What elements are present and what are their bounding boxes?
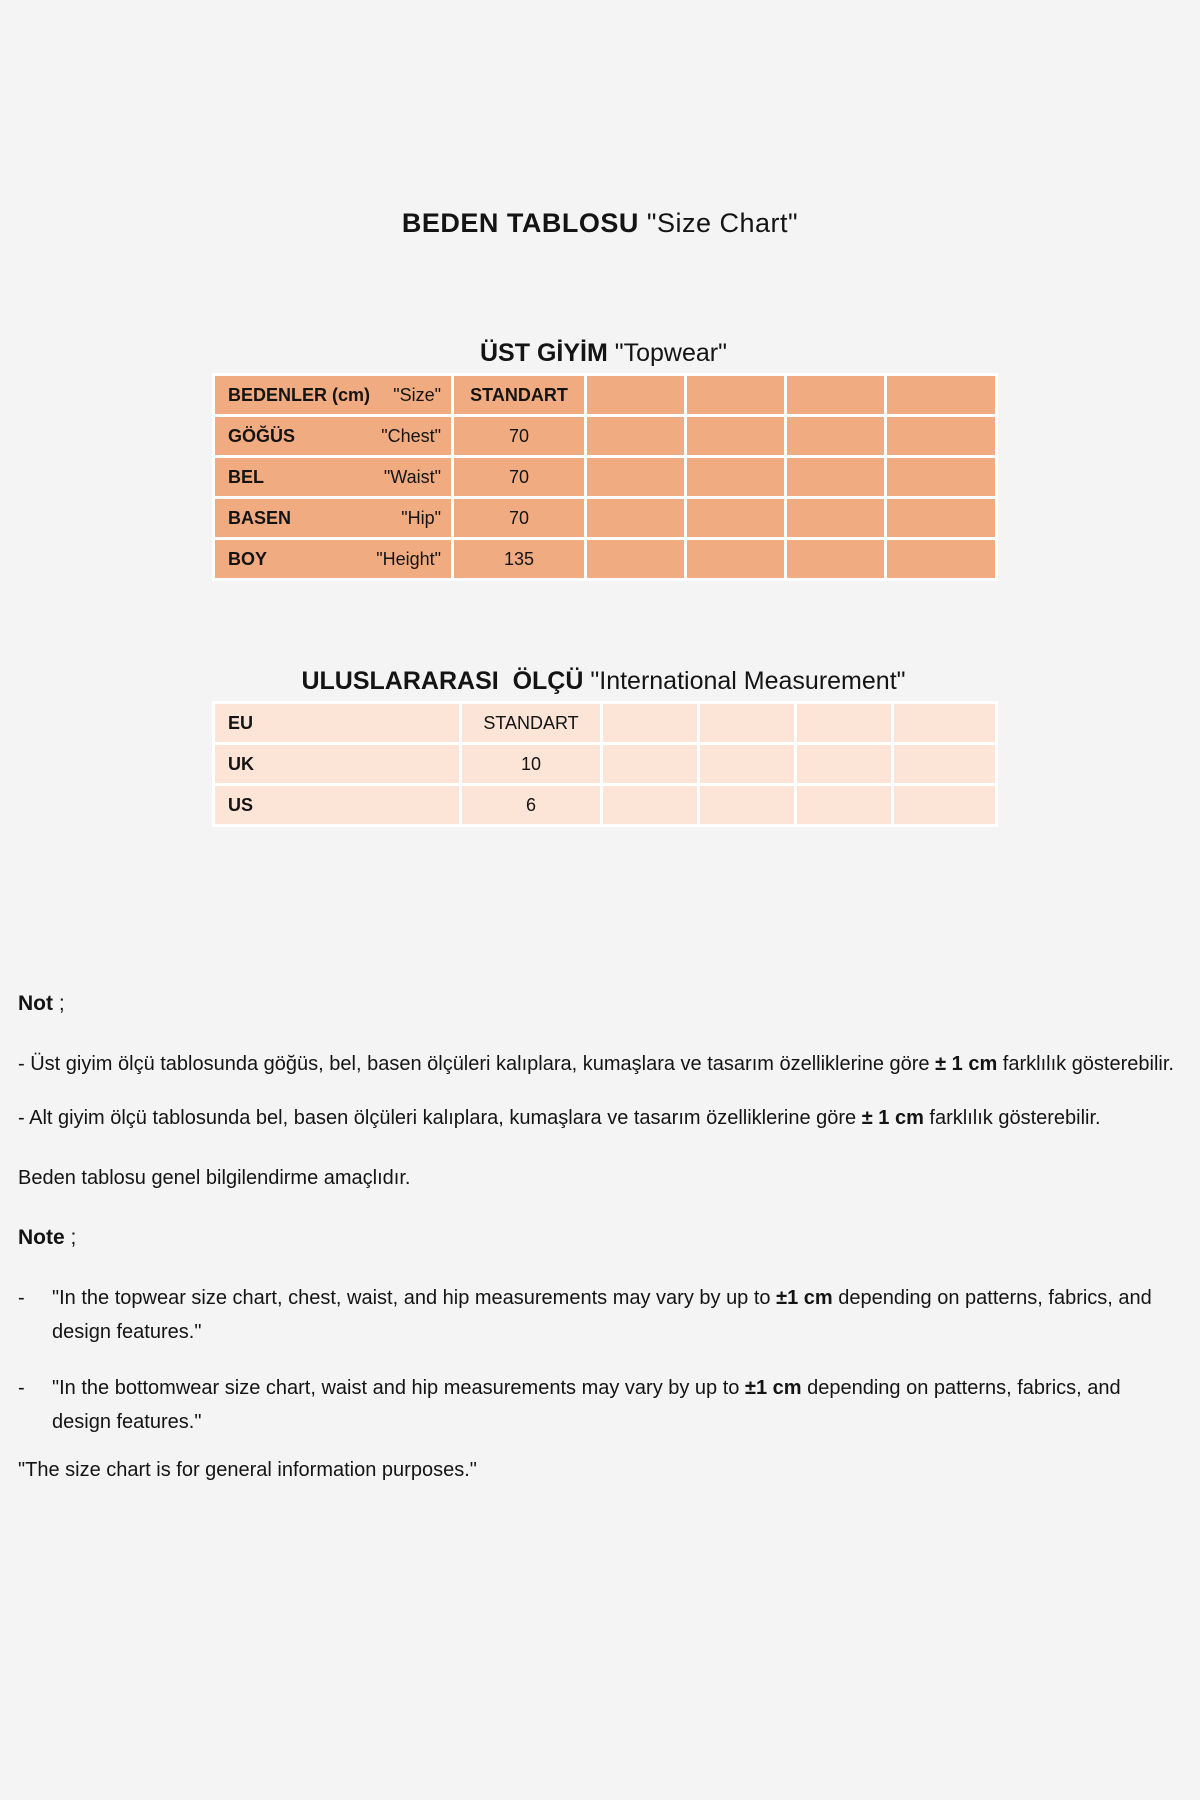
- empty-cell: [887, 417, 995, 455]
- empty-cell: [887, 499, 995, 537]
- empty-cell: [787, 417, 884, 455]
- table-row: [215, 458, 995, 496]
- row-label: EU: [228, 712, 254, 733]
- empty-cell: [700, 745, 794, 783]
- empty-cell: [603, 745, 697, 783]
- row-header-cell: [215, 417, 451, 455]
- empty-cell: [787, 499, 884, 537]
- table-row: [215, 786, 995, 824]
- text-segment: ;: [70, 1226, 77, 1249]
- empty-cell: [687, 540, 784, 578]
- value-cell: 135: [454, 540, 584, 578]
- empty-cell: [787, 540, 884, 578]
- bullet-text: [52, 1281, 1180, 1349]
- value-cell: 70: [454, 499, 584, 537]
- row-label: BEDENLER (cm): [228, 384, 371, 405]
- table-row: [215, 417, 995, 455]
- text-segment: ± 1 cm: [935, 1053, 998, 1075]
- empty-cell: [787, 376, 884, 414]
- row-header-cell: [215, 704, 459, 742]
- row-label-translation: "Height": [376, 548, 441, 569]
- empty-cell: [587, 499, 684, 537]
- empty-cell: [587, 458, 684, 496]
- row-label: BOY: [228, 548, 268, 569]
- international-size-table: [212, 701, 998, 827]
- row-header-cell: [215, 376, 451, 414]
- row-header-cell: [215, 458, 451, 496]
- text-segment: - Alt giyim ölçü tablosunda bel, basen ölçüleri kalıplara, kumaşlara ve tasarım özelliklerine göre: [18, 1107, 862, 1129]
- table-row: [215, 704, 995, 742]
- value-cell: 6: [462, 786, 600, 824]
- text-segment: Note: [18, 1226, 71, 1249]
- notes-section: [18, 987, 1180, 1487]
- empty-cell: [587, 417, 684, 455]
- text-segment: - Üst giyim ölçü tablosunda göğüs, bel, basen ölçüleri kalıplara, kumaşlara ve tasarım özelliklerine göre: [18, 1053, 936, 1075]
- empty-cell: [603, 786, 697, 824]
- empty-cell: [887, 540, 995, 578]
- topwear-heading-main: ÜST GİYİM: [480, 339, 608, 367]
- row-header-cell: [215, 786, 459, 824]
- note-en-topwear: [18, 1281, 1180, 1349]
- international-heading-main: ULUSLARARASI ÖLÇÜ: [301, 667, 584, 695]
- empty-cell: [894, 745, 995, 783]
- international-heading-quote: "International Measurement": [590, 667, 906, 695]
- page-title-main: BEDEN TABLOSU: [401, 208, 639, 238]
- table-row: [215, 540, 995, 578]
- text-segment: depending on patterns, fabrics, and design features.": [52, 1377, 1121, 1433]
- row-header-cell: [215, 499, 451, 537]
- empty-cell: [797, 745, 891, 783]
- empty-cell: [687, 499, 784, 537]
- notes-tr-header: [18, 987, 1180, 1021]
- value-cell: STANDART: [454, 376, 584, 414]
- value-cell: 70: [454, 417, 584, 455]
- row-header-cell: [215, 745, 459, 783]
- note-tr-topwear: [18, 1047, 1180, 1081]
- row-label-translation: "Chest": [381, 425, 441, 446]
- note-en-footer: "The size chart is for general information purposes.": [18, 1459, 477, 1481]
- topwear-heading-quote: "Topwear": [614, 339, 727, 367]
- empty-cell: [700, 786, 794, 824]
- international-heading: [212, 667, 995, 696]
- note-tr-bottomwear: [18, 1101, 1180, 1135]
- note-en-bottomwear: [18, 1371, 1180, 1439]
- empty-cell: [687, 458, 784, 496]
- empty-cell: [687, 376, 784, 414]
- note-tr-footer: Beden tablosu genel bilgilendirme amaçlıdır.: [18, 1167, 411, 1189]
- row-label: GÖĞÜS: [228, 425, 296, 446]
- text-segment: ± 1 cm: [861, 1107, 924, 1129]
- text-segment: depending on patterns, fabrics, and design features.": [52, 1287, 1152, 1343]
- row-label-translation: "Hip": [401, 507, 441, 528]
- value-cell: STANDART: [462, 704, 600, 742]
- empty-cell: [787, 458, 884, 496]
- page-title: [0, 0, 1200, 239]
- empty-cell: [887, 376, 995, 414]
- row-label: UK: [228, 753, 254, 774]
- row-label-translation: "Waist": [383, 466, 441, 487]
- empty-cell: [887, 458, 995, 496]
- table-row: [215, 499, 995, 537]
- empty-cell: [700, 704, 794, 742]
- page-title-quote: "Size Chart": [646, 208, 799, 238]
- table-row: [215, 376, 995, 414]
- text-segment: farklılık gösterebilir.: [923, 1107, 1101, 1129]
- page-title-translation: [639, 208, 647, 238]
- text-segment: "In the topwear size chart, chest, waist, and hip measurements may vary by up to: [52, 1287, 777, 1309]
- table-row: [215, 745, 995, 783]
- text-segment: Not: [18, 992, 59, 1015]
- bullet-dash: -: [18, 1287, 25, 1309]
- empty-cell: [894, 786, 995, 824]
- row-label-translation: "Size": [393, 384, 441, 405]
- topwear-heading: [212, 339, 995, 368]
- row-label: BASEN: [228, 507, 292, 528]
- empty-cell: [797, 704, 891, 742]
- value-cell: 10: [462, 745, 600, 783]
- value-cell: 70: [454, 458, 584, 496]
- notes-en-header: [18, 1221, 1180, 1255]
- text-segment: farklılık gösterebilir.: [997, 1053, 1174, 1075]
- text-segment: ±1 cm: [744, 1377, 802, 1399]
- empty-cell: [587, 540, 684, 578]
- row-label: BEL: [228, 466, 264, 487]
- text-segment: "In the bottomwear size chart, waist and hip measurements may vary by up to: [52, 1377, 745, 1399]
- text-segment: ;: [58, 992, 65, 1015]
- empty-cell: [587, 376, 684, 414]
- row-header-cell: [215, 540, 451, 578]
- bullet-text: [52, 1371, 1180, 1439]
- bullet-dash: -: [18, 1377, 25, 1399]
- topwear-size-table: [212, 373, 998, 581]
- row-label: US: [228, 794, 254, 815]
- empty-cell: [603, 704, 697, 742]
- topwear-heading-space: [608, 339, 615, 367]
- empty-cell: [797, 786, 891, 824]
- text-segment: ±1 cm: [776, 1287, 833, 1309]
- empty-cell: [894, 704, 995, 742]
- empty-cell: [687, 417, 784, 455]
